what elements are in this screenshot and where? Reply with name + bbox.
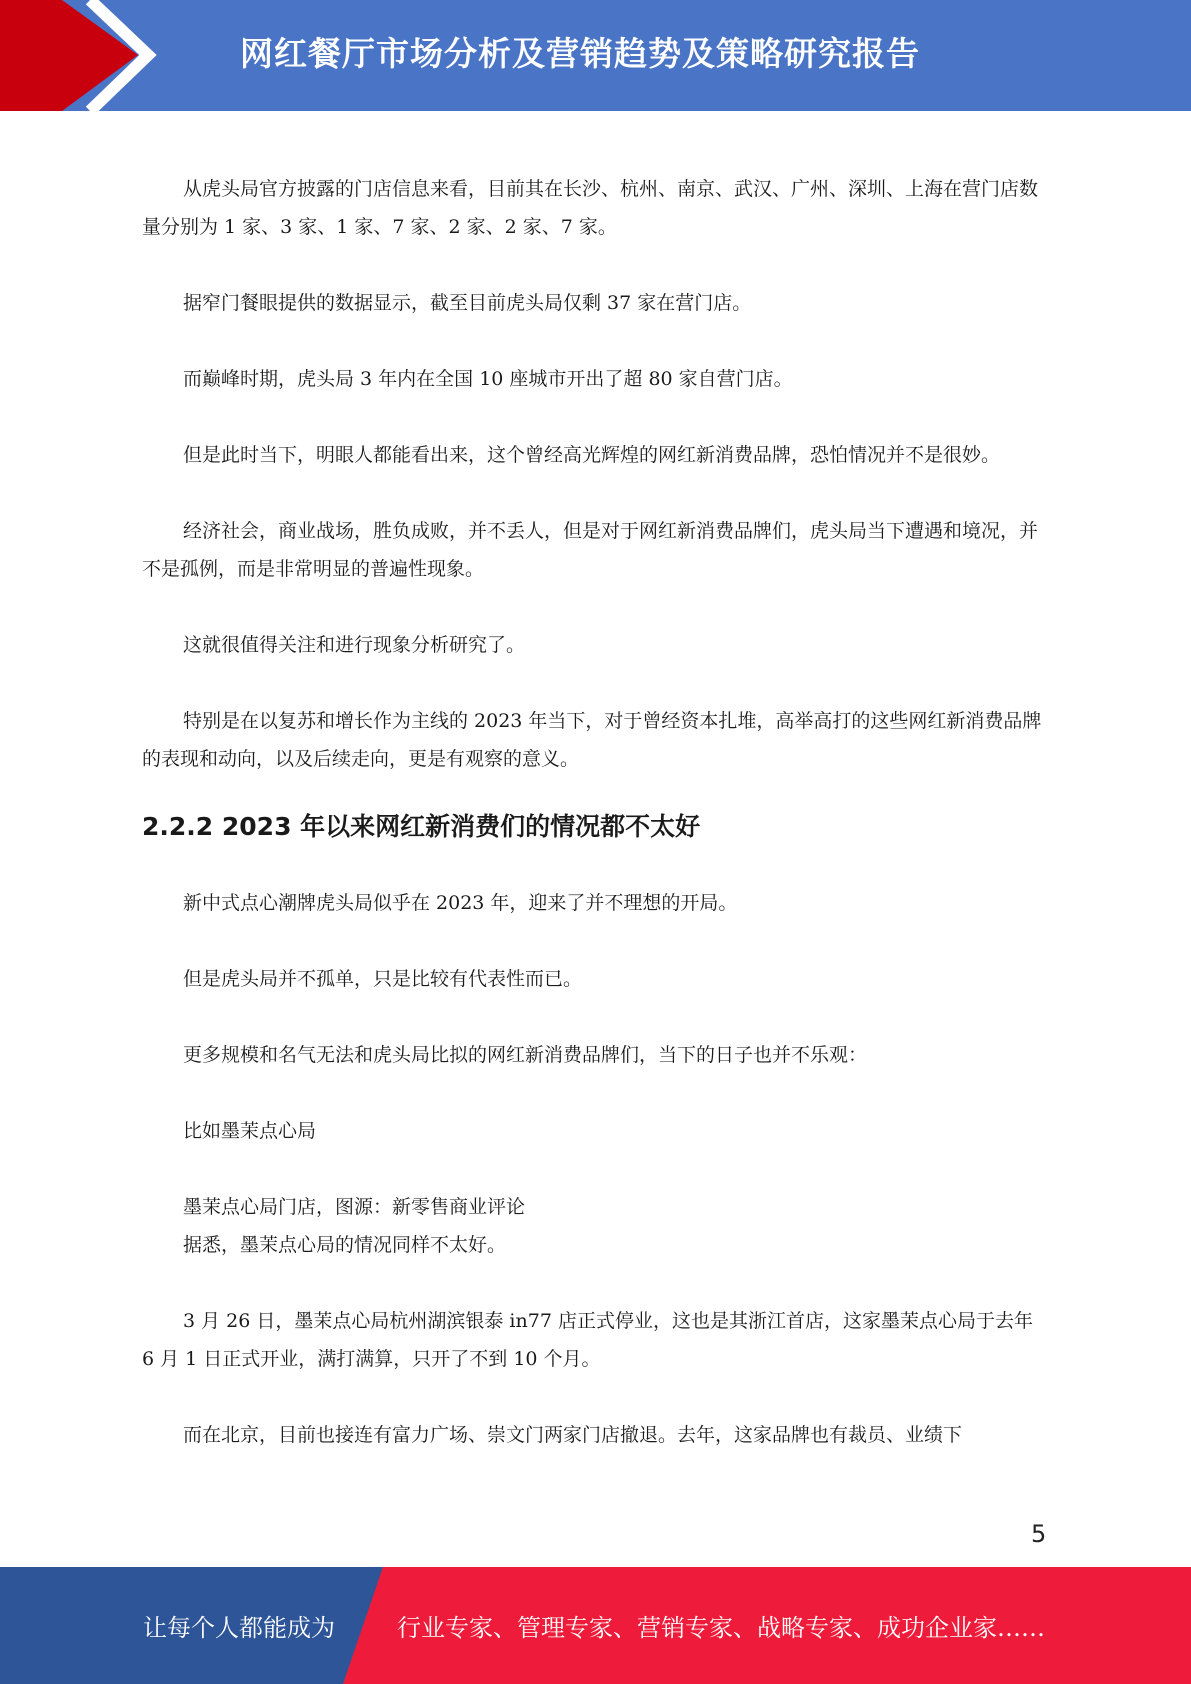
section-heading: 2.2.2 2023 年以来网红新消费们的情况都不太好 xyxy=(142,812,701,841)
paragraph: 这就很值得关注和进行现象分析研究了。 xyxy=(183,634,526,656)
paragraph: 但是虎头局并不孤单，只是比较有代表性而已。 xyxy=(183,968,583,990)
page-number: 5 xyxy=(1031,1520,1047,1548)
paragraph: 据窄门餐眼提供的数据显示，截至目前虎头局仅剩 37 家在营门店。 xyxy=(183,292,752,314)
paragraph: 3 月 26 日，墨茉点心局杭州湖滨银泰 in77 店正式停业，这也是其浙江首店，这家墨茉点心局于去年 6 月 1 日正式开业，满打满算，只开了不到 10 个月。 xyxy=(142,1310,1033,1370)
paragraph: 而巅峰时期，虎头局 3 年内在全国 10 座城市开出了超 80 家自营门店。 xyxy=(183,368,793,390)
footer-slogan-right: 行业专家、管理专家、营销专家、战略专家、成功企业家…… xyxy=(397,1614,1045,1642)
paragraph: 特别是在以复苏和增长作为主线的 2023 年当下，对于曾经资本扎堆，高举高打的这些网红新消费品牌的表现和动向，以及后续走向，更是有观察的意义。 xyxy=(142,710,1042,770)
paragraph: 经济社会，商业战场，胜负成败，并不丢人，但是对于网红新消费品牌们，虎头局当下遭遇和境况，并不是孤例，而是非常明显的普遍性现象。 xyxy=(142,520,1039,580)
report-title: 网红餐厅市场分析及营销趋势及策略研究报告 xyxy=(240,34,920,73)
document-body xyxy=(142,170,1050,1492)
page-header xyxy=(0,0,1191,111)
paragraph: 新中式点心潮牌虎头局似乎在 2023 年，迎来了并不理想的开局。 xyxy=(183,892,738,914)
paragraph: 而在北京，目前也接连有富力广场、崇文门两家门店撤退。去年，这家品牌也有裁员、业绩下 xyxy=(183,1424,963,1446)
paragraph: 据悉，墨茉点心局的情况同样不太好。 xyxy=(183,1234,507,1256)
page-footer xyxy=(0,1567,1191,1684)
paragraph: 更多规模和名气无法和虎头局比拟的网红新消费品牌们，当下的日子也并不乐观： xyxy=(183,1044,868,1066)
paragraph: 比如墨茉点心局 xyxy=(183,1120,317,1142)
paragraph: 从虎头局官方披露的门店信息来看，目前其在长沙、杭州、南京、武汉、广州、深圳、上海在营门店数量分别为 1 家、3 家、1 家、7 家、2 家、2 家、7 家。 xyxy=(142,178,1039,238)
footer-slogan-left: 让每个人都能成为 xyxy=(143,1614,335,1642)
paragraph: 但是此时当下，明眼人都能看出来，这个曾经高光辉煌的网红新消费品牌，恐怕情况并不是很妙。 xyxy=(183,444,1001,466)
image-caption: 墨茉点心局门店，图源：新零售商业评论 xyxy=(183,1196,526,1218)
